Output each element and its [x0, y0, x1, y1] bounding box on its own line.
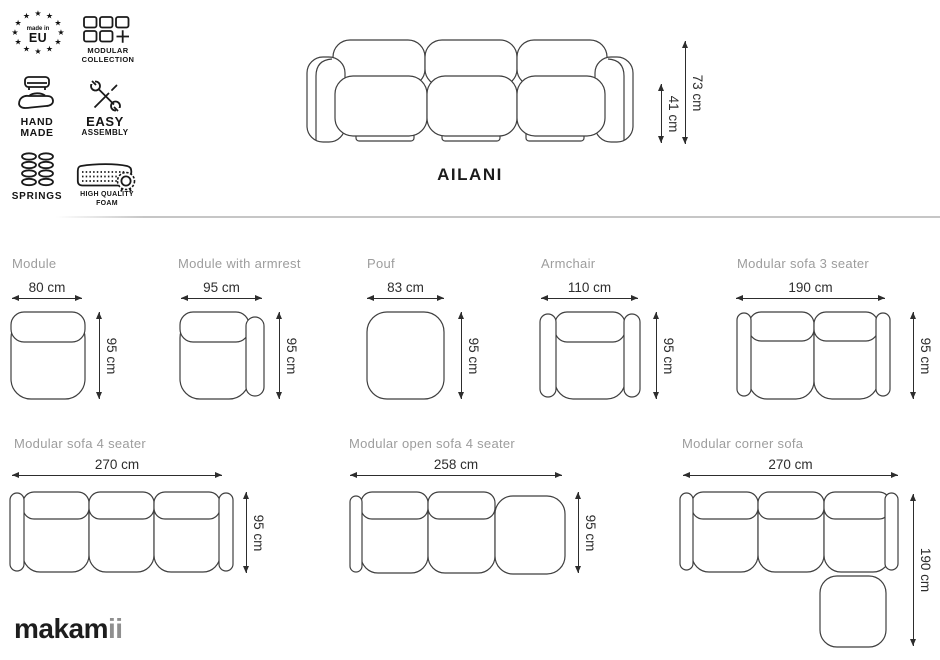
brand-logo-accent: ii [108, 613, 123, 644]
dimension-value: 95 cm [466, 337, 481, 374]
svg-text:★: ★ [57, 28, 65, 37]
svg-text:★: ★ [45, 11, 54, 21]
dimension-arrow [578, 492, 579, 573]
item-label-sofa-3-seater: Modular sofa 3 seater [737, 256, 870, 271]
dimension-arrow [181, 298, 262, 299]
dimension-arrow [661, 84, 662, 143]
dimension-value: 41 cm [666, 95, 681, 132]
module-armrest-depth-dimension [279, 312, 303, 399]
dimension-arrow [461, 312, 462, 399]
modular-collection-label-2: COLLECTION [81, 55, 135, 64]
springs-label: SPRINGS [11, 191, 63, 202]
dimension-arrow [99, 312, 100, 399]
dimension-value: 270 cm [94, 457, 140, 472]
svg-text:★: ★ [22, 44, 31, 54]
sofa3-width-dimension [736, 280, 885, 299]
dimension-value: 80 cm [28, 280, 66, 295]
dimension-arrow [350, 475, 562, 476]
svg-text:★: ★ [54, 18, 62, 28]
svg-text:★: ★ [11, 28, 19, 37]
modular-collection-icon [83, 16, 133, 44]
open-sofa-4-seater-top-view [349, 491, 566, 575]
corner-sofa-top-view [679, 491, 899, 648]
hero-total-height-dimension [685, 41, 709, 144]
pouf-top-view [366, 311, 445, 400]
dimension-value: 95 cm [104, 337, 119, 374]
foam-label-1: HIGH QUALITY [80, 191, 134, 198]
dimension-value: 95 cm [918, 337, 933, 374]
springs-icon [20, 151, 54, 189]
made-in-eu-badge-icon [10, 8, 66, 56]
dimension-arrow [541, 298, 638, 299]
sofa4-width-dimension [12, 457, 222, 476]
sofa-3-seater-top-view [736, 311, 891, 401]
dimension-arrow [685, 41, 686, 144]
dimension-value: 270 cm [768, 457, 813, 472]
svg-text:★: ★ [14, 18, 22, 28]
module-depth-dimension [99, 312, 123, 399]
dimension-value: 73 cm [690, 74, 705, 111]
corner-width-dimension [683, 457, 898, 476]
svg-text:★: ★ [22, 11, 31, 21]
hero-sofa-front-view [304, 36, 636, 144]
armchair-width-dimension [541, 280, 638, 299]
dimension-arrow [367, 298, 444, 299]
dimension-arrow [736, 298, 885, 299]
dimension-arrow [12, 298, 82, 299]
pouf-width-dimension [367, 280, 444, 299]
product-name: AILANI [437, 165, 503, 184]
open4-width-dimension [350, 457, 562, 476]
module-width-dimension [12, 280, 82, 299]
dimension-arrow [913, 312, 914, 399]
module-armrest-width-dimension [181, 280, 262, 299]
dimension-value: 95 cm [284, 337, 299, 374]
sofa-4-seater-top-view [9, 491, 234, 574]
hero-seat-height-dimension [661, 84, 685, 143]
item-label-sofa-4-seater: Modular sofa 4 seater [14, 436, 147, 451]
item-label-armchair: Armchair [541, 256, 596, 271]
dimension-value: 190 cm [918, 547, 933, 593]
open4-depth-dimension [578, 492, 602, 573]
easy-assembly-icon [88, 78, 122, 114]
hand-made-label-2: MADE [20, 127, 54, 139]
brand-logo-main: makam [14, 613, 109, 644]
high-quality-foam-icon [76, 162, 138, 192]
dimension-arrow [913, 494, 914, 646]
dimension-arrow [279, 312, 280, 399]
sofa3-depth-dimension [913, 312, 937, 399]
hand-made-label-1: HAND [20, 116, 54, 128]
module-with-armrest-top-view [179, 311, 265, 401]
item-label-module-with-armrest: Module with armrest [178, 256, 301, 271]
foam-label-2: FOAM [96, 200, 118, 207]
svg-text:★: ★ [14, 37, 22, 47]
dimension-arrow [656, 312, 657, 399]
modular-collection-label-1: MODULAR [87, 46, 129, 55]
dimension-value: 110 cm [567, 280, 612, 295]
sofa4-depth-dimension [246, 492, 270, 573]
dimension-arrow [683, 475, 898, 476]
brand-logo [14, 613, 123, 645]
svg-text:★: ★ [54, 37, 62, 47]
dimension-value: 258 cm [433, 457, 479, 472]
dimension-arrow [12, 475, 222, 476]
module-top-view [10, 311, 86, 401]
armchair-top-view [539, 311, 641, 401]
made-in-label: made in [26, 26, 50, 32]
easy-assembly-label-2: ASSEMBLY [81, 128, 129, 137]
pouf-depth-dimension [461, 312, 485, 399]
dimension-value: 95 cm [661, 337, 676, 374]
dimension-value: 95 cm [251, 514, 266, 551]
svg-text:★: ★ [34, 9, 42, 18]
eu-label: EU [28, 31, 48, 45]
item-label-module: Module [12, 256, 57, 271]
dimension-value: 95 cm [583, 514, 598, 551]
item-label-pouf: Pouf [367, 256, 395, 271]
item-label-corner-sofa: Modular corner sofa [682, 436, 804, 451]
item-label-open-sofa-4-seater: Modular open sofa 4 seater [349, 436, 516, 451]
armchair-depth-dimension [656, 312, 680, 399]
dimension-value: 83 cm [387, 280, 424, 295]
dimension-value: 190 cm [788, 280, 833, 295]
svg-text:★: ★ [45, 44, 54, 54]
easy-assembly-label-1: EASY [86, 114, 124, 129]
hand-made-icon [17, 76, 57, 116]
corner-depth-dimension [913, 494, 937, 646]
section-divider [56, 216, 940, 218]
svg-text:★: ★ [34, 47, 42, 56]
dimension-arrow [246, 492, 247, 573]
dimension-value: 95 cm [203, 280, 240, 295]
